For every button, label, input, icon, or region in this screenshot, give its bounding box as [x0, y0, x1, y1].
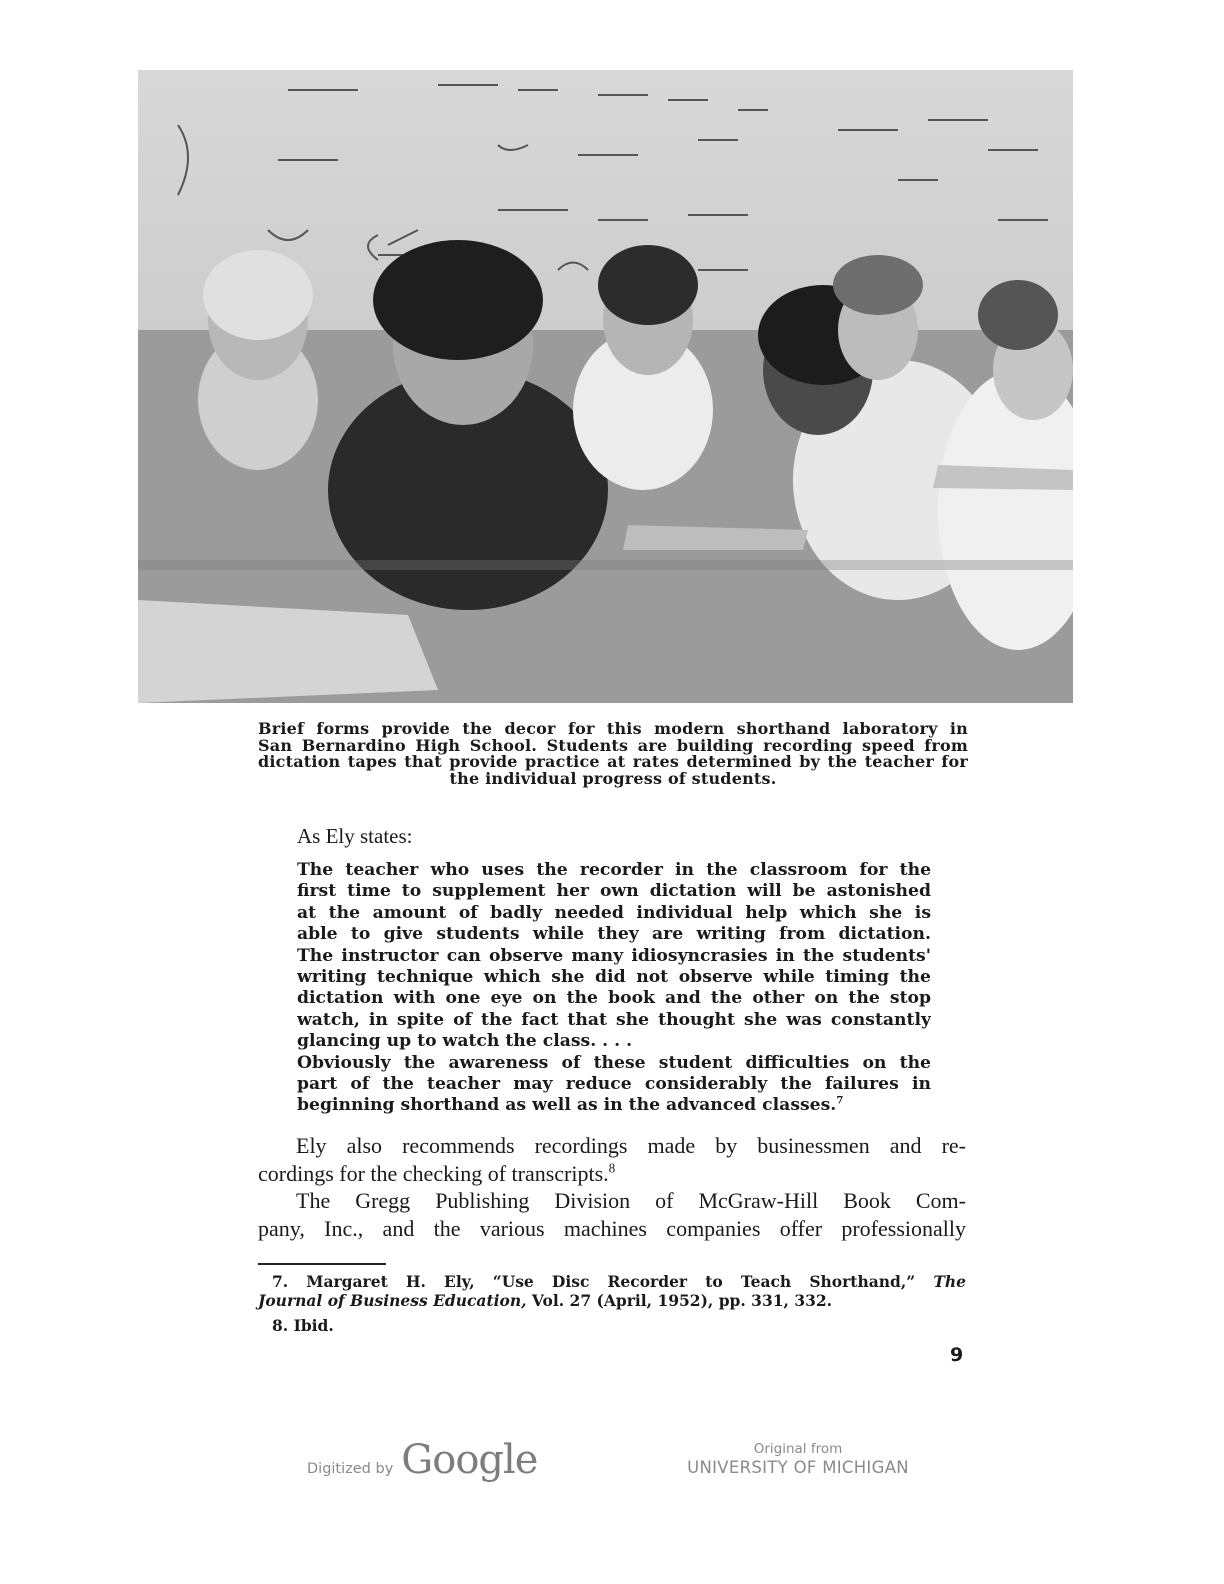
google-logo: Google [401, 1437, 538, 1483]
body-line: Ely also recommends recordings made by businessmen and re- [296, 1133, 966, 1158]
footnote-7-journal: Journal of Business Education, [258, 1291, 527, 1310]
block-quote [297, 860, 931, 1117]
footnote-8: 8. Ibid. [272, 1316, 334, 1335]
footnote-ref-8: 8 [608, 1160, 616, 1176]
quote-line: first time to supplement her own dictation will be astonished [297, 881, 931, 902]
footnote-7-citation: Vol. 27 (April, 1952), pp. 331, 332. [526, 1291, 833, 1310]
quote-line: beginning shorthand as well as in the advanced classes. [297, 1095, 837, 1116]
lead-in-text: As Ely states: [297, 824, 413, 848]
body-line: pany, Inc., and the various machines companies offer professionally [258, 1215, 966, 1241]
footnote-7-line-1 [258, 1272, 966, 1291]
body-line: cordings for the checking of transcripts. [258, 1160, 609, 1186]
quote-line: glancing up to watch the class. . . . [297, 1031, 633, 1052]
page-number: 9 [950, 1344, 964, 1366]
quote-line: writing technique which she did not observe while timing the [297, 967, 931, 988]
quote-line: watch, in spite of the fact that she thought she was constantly [297, 1009, 931, 1030]
body-line: The Gregg Publishing Division of McGraw-Hill Book Com- [296, 1188, 966, 1213]
digitized-by-text: Digitized by [307, 1461, 394, 1477]
original-from-watermark [682, 1440, 914, 1478]
quote-line: Obviously the awareness of these student difficulties on the [297, 1052, 931, 1073]
quote-line: The teacher who uses the recorder in the classroom for the [297, 860, 931, 880]
classroom-photo [138, 70, 1073, 703]
quote-line: The instructor can observe many idiosyncrasies in the students' [297, 945, 931, 966]
footnote-7-text: 7. Margaret H. Ely, “Use Disc Recorder to Teach Shorthand,” [272, 1272, 916, 1291]
footnote-ref-7: 7 [836, 1095, 844, 1107]
footnote-rule [258, 1263, 386, 1265]
original-from-text: Original from [753, 1441, 843, 1457]
footnote-7-journal-start: The [933, 1272, 966, 1291]
classroom-photo-illustration [138, 70, 1073, 703]
caption-line: Brief forms provide the decor for this modern shorthand laboratory in [258, 719, 968, 738]
body-line-with-ref [258, 1160, 966, 1188]
quote-line: dictation with one eye on the book and the other on the stop [297, 988, 931, 1009]
caption-line: dictation tapes that provide practice at rates determined by the teacher for [258, 752, 968, 771]
digitized-by-watermark [307, 1437, 537, 1483]
quote-line: part of the teacher may reduce considerably the failures in [297, 1074, 931, 1095]
footnote-7-line-2 [258, 1291, 966, 1310]
quote-last-line [297, 1095, 931, 1116]
caption-line: the individual progress of students. [449, 768, 777, 788]
caption-line: San Bernardino High School. Students are building recording speed from [258, 735, 968, 755]
university-text: UNIVERSITY OF MICHIGAN [687, 1458, 909, 1477]
photo-caption [258, 721, 968, 787]
body-text [258, 1132, 966, 1242]
quote-line: able to give students while they are writing from dictation. [297, 924, 931, 945]
footnotes [258, 1272, 966, 1335]
quote-line: at the amount of badly needed individual help which she is [297, 902, 931, 923]
